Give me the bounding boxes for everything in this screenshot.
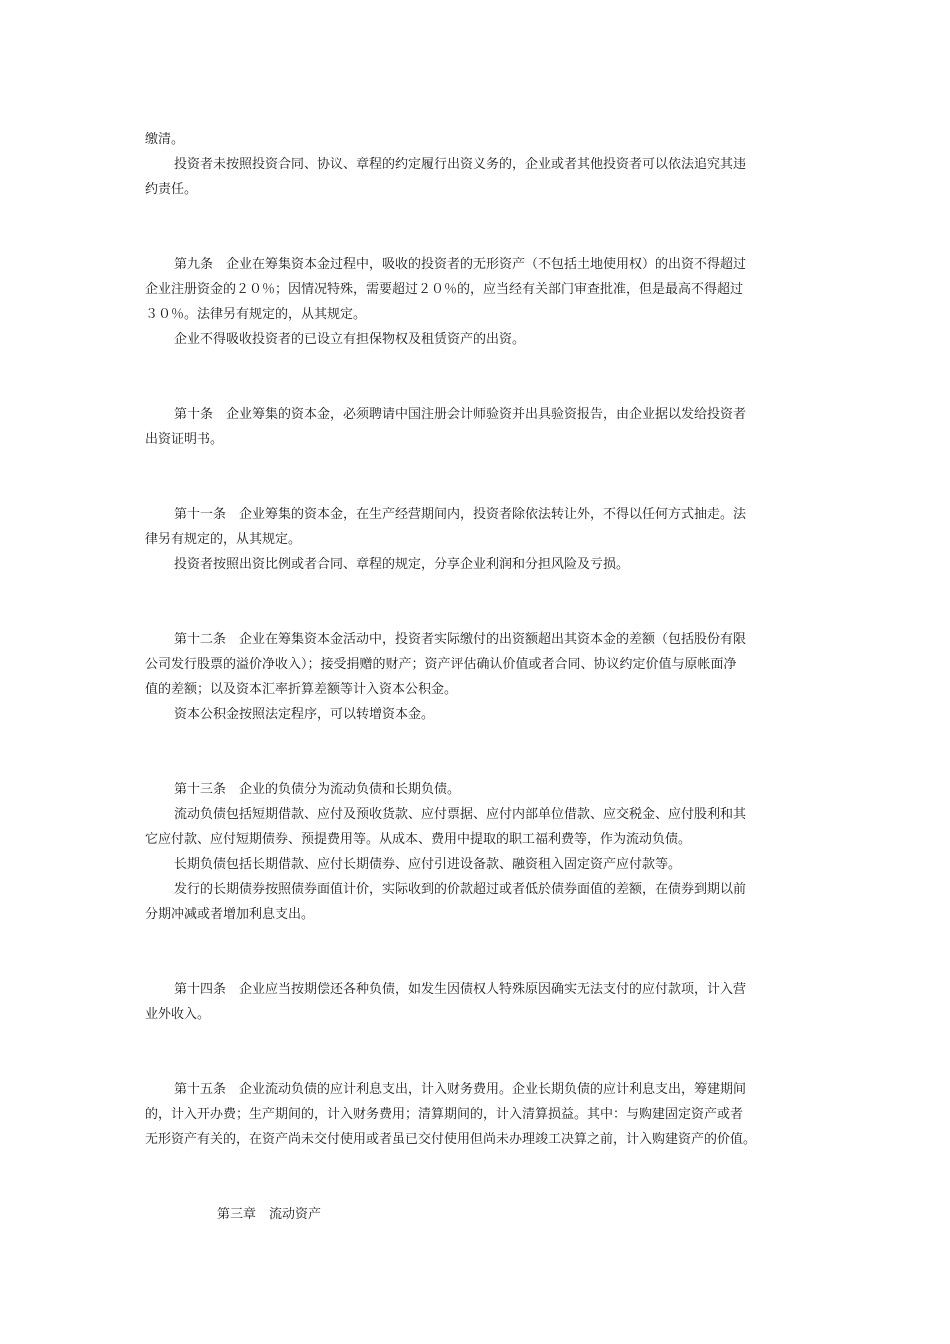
paragraph-gap bbox=[145, 577, 810, 627]
text-line: 发行的长期债券按照债券面值计价，实际收到的价款超过或者低於债券面值的差额，在债券到期以前 bbox=[174, 882, 747, 897]
article-10-heading: 第十条 企业筹集的资本金，必须聘请中国注册会计师验资并出具验资报告，由企业据以发给投资者 bbox=[174, 407, 747, 422]
text-line: 长期负债包括长期借款、应付长期债券、应付引进设备款、融资租入固定资产应付款等。 bbox=[174, 857, 682, 872]
text-line: 它应付款、应付短期债券、预提费用等。从成本、费用中提取的职工福利费等，作为流动负债。 bbox=[145, 832, 692, 847]
paragraph-gap bbox=[145, 1027, 810, 1077]
text-line: 的，计入开办费；生产期间的，计入财务费用；清算期间的，计入清算损益。其中：与购建固定资产或者 bbox=[145, 1107, 744, 1122]
text-line: 分期冲减或者增加利息支出。 bbox=[145, 907, 315, 922]
article-11-heading: 第十一条 企业筹集的资本金，在生产经营期间内，投资者除依法转让外，不得以任何方式抽走。法 bbox=[174, 507, 747, 522]
text-line: 无形资产有关的，在资产尚未交付使用或者虽已交付使用但尚未办理竣工决算之前，计入购建资产的价值。 bbox=[145, 1132, 757, 1147]
article-13-heading: 第十三条 企业的负债分为流动负债和长期负债。 bbox=[174, 782, 461, 797]
paragraph-gap bbox=[145, 727, 810, 777]
article-12-heading: 第十二条 企业在筹集资本金活动中，投资者实际缴付的出资额超出其资本金的差额（包括股份有限 bbox=[174, 632, 747, 647]
text-line: 约责任。 bbox=[145, 182, 198, 197]
text-line: 业外收入。 bbox=[145, 1007, 211, 1022]
chapter-heading: 第三章 流动资产 bbox=[217, 1207, 322, 1222]
paragraph-gap bbox=[145, 1152, 810, 1202]
text-line: 企业不得吸收投资者的已设立有担保物权及租赁资产的出资。 bbox=[174, 332, 526, 347]
text-line: 值的差额；以及资本汇率折算差额等计入资本公积金。 bbox=[145, 682, 458, 697]
paragraph-gap bbox=[145, 452, 810, 502]
text-line: 律另有规定的，从其规定。 bbox=[145, 532, 302, 547]
text-line: 缴清。 bbox=[145, 132, 185, 147]
paragraph-gap bbox=[145, 927, 810, 977]
text-line: ３０％。法律另有规定的，从其规定。 bbox=[145, 307, 367, 322]
text-line: 公司发行股票的溢价净收入）；接受捐赠的财产；资产评估确认价值或者合同、协议约定价值与原帐面净 bbox=[145, 657, 737, 672]
text-line: 出资证明书。 bbox=[145, 432, 224, 447]
paragraph-gap bbox=[145, 352, 810, 402]
text-line: 流动负债包括短期借款、应付及预收货款、应付票据、应付内部单位借款、应交税金、应付股利和其 bbox=[174, 807, 747, 822]
text-line: 投资者未按照投资合同、协议、章程的约定履行出资义务的，企业或者其他投资者可以依法追究其违 bbox=[174, 157, 747, 172]
article-9-heading: 第九条 企业在筹集资本金过程中，吸收的投资者的无形资产（不包括土地使用权）的出资不得超过 bbox=[174, 257, 747, 272]
document-body bbox=[145, 127, 810, 1227]
text-line: 企业注册资金的２０％；因情况特殊，需要超过２０％的，应当经有关部门审查批准，但是最高不得超过 bbox=[145, 282, 744, 297]
article-15-heading: 第十五条 企业流动负债的应计利息支出，计入财务费用。企业长期负债的应计利息支出，筹建期间 bbox=[174, 1082, 747, 1097]
paragraph-gap bbox=[145, 202, 810, 252]
text-line: 资本公积金按照法定程序，可以转增资本金。 bbox=[174, 707, 435, 722]
article-14-heading: 第十四条 企业应当按期偿还各种负债，如发生因债权人特殊原因确实无法支付的应付款项，计入营 bbox=[174, 982, 747, 997]
text-line: 投资者按照出资比例或者合同、章程的规定，分享企业利润和分担风险及亏损。 bbox=[174, 557, 630, 572]
